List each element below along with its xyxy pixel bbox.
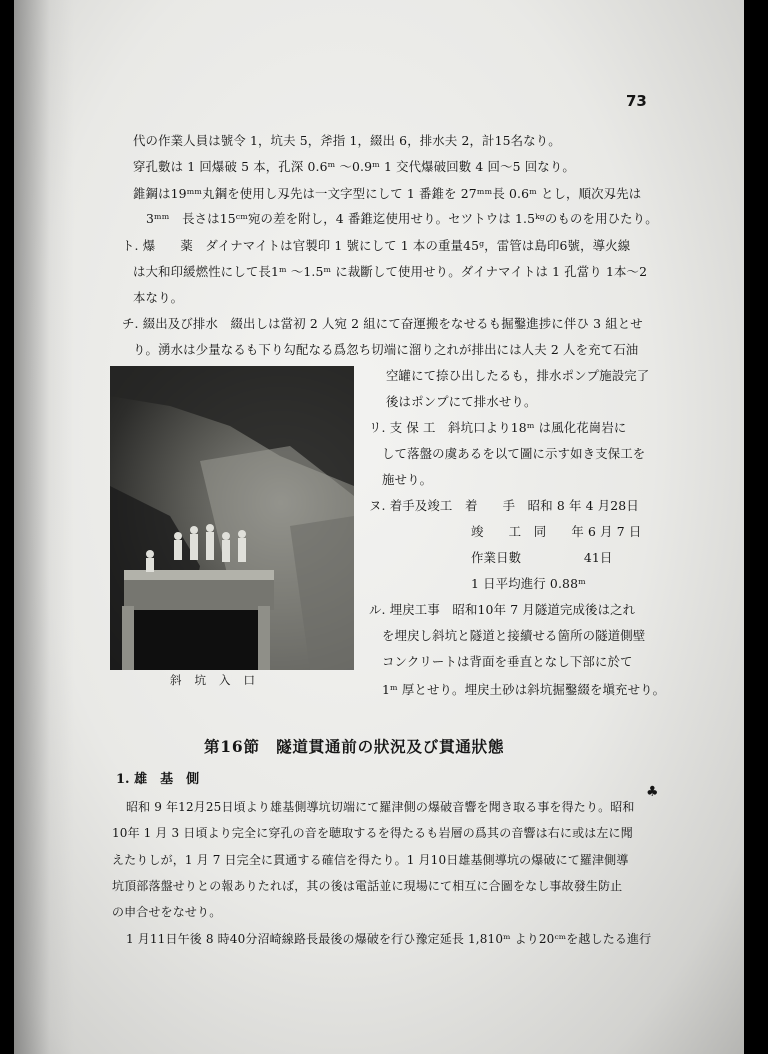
text-line: り。湧水は少量なるも下り勾配なる爲忽ち切端に溜り之れが排出には人夫 2 人を充て石油	[133, 342, 639, 357]
document-page	[14, 0, 744, 1054]
figure-caption: 斜坑入口	[170, 673, 268, 687]
text-line: 後はポンプにて排水せり。	[386, 394, 537, 409]
text-line: を埋戻し斜坑と隧道と接續せる箇所の隧道側壁	[382, 628, 646, 643]
text-line: ト. 爆 薬 ダイナマイトは官製印 1 號にして 1 本の重量45ᵍ，雷管は島印6號，導火線	[122, 238, 631, 253]
text-line: 錐鋼は19ᵐᵐ丸鋼を使用し刄先は一文字型にして 1 番錐を 27ᵐᵐ長 0.6ᵐ とし，順次刄先は	[133, 186, 642, 201]
text-line: 施せり。	[382, 472, 433, 487]
tunnel-entrance-photo	[110, 366, 354, 670]
text-line: 穿孔數は 1 回爆破 5 本，孔深 0.6ᵐ ～0.9ᵐ 1 交代爆破回數 4 回～5 回なり。	[133, 159, 575, 174]
text-line: 昭和 9 年12月25日頃より雄基側導坑切端にて羅津側の爆破音響を聞き取る事を得たり。昭和	[126, 800, 635, 814]
text-line: 空罐にて捺ひ出したるも，排水ポンプ施設完了	[386, 368, 650, 383]
text-line: 代の作業人員は號令 1，坑夫 5，斧指 1，綴出 6，排水夫 2，計15名なり。	[133, 133, 561, 148]
text-line: ヌ. 着手及竣工 着 手 昭和 8 年 4 月28日	[369, 498, 639, 513]
text-line: コンクリートは背面を垂直となし下部に於て	[382, 654, 633, 669]
section-heading: 第16節 隧道貫通前の狀況及び貫通狀態	[204, 737, 505, 756]
text-line: して落盤の虞あるを以て圖に示す如き支保工を	[382, 446, 646, 461]
text-line: 1 月11日午後 8 時40分沼崎線路長最後の爆破を行ひ豫定延長 1,810ᵐ より20ᶜᵐを越したる進行	[126, 932, 652, 946]
text-line: 3ᵐᵐ 長さは15ᶜᵐ宛の差を附し，4 番錐迄使用せり。セツトウは 1.5ᵏᵍのものを用ひたり。	[146, 211, 658, 226]
text-line: は大和印緩燃性にして長1ᵐ ～1.5ᵐ に裁斷して使用せり。ダイナマイトは 1 孔當り 1本～2	[133, 264, 648, 279]
page-edge-shadow	[14, 0, 74, 1054]
text-line: リ. 支 保 工 斜坑口より18ᵐ は風化花崗岩に	[369, 420, 627, 435]
subheading: 1. 雄 基 側	[116, 772, 200, 787]
text-line: ル. 埋戻工事 昭和10年 7 月隧道完成後は之れ	[369, 602, 636, 617]
text-line: 1ᵐ 厚とせり。埋戻土砂は斜坑掘鑿綴を塡充せり。	[382, 682, 666, 697]
text-line: 作業日數 41日	[471, 550, 613, 565]
text-line: チ. 綴出及び排水 綴出しは當初 2 人宛 2 組にて奋運搬をなせるも掘鑿進捗に伴ひ 3 組とせ	[122, 316, 643, 331]
text-line: 坑頂部落盤せりとの報ありたれば，其の後は電話並に現場にて相互に合圖をなし事故發生防止	[112, 879, 623, 893]
page-number: 73	[626, 92, 647, 110]
text-line: えたりしが，1 月 7 日完全に貫通する確信を得たり。1 月10日雄基側導坑の爆破にて羅津側導	[112, 853, 629, 867]
text-line: 本なり。	[133, 290, 184, 305]
text-line: 竣 工 同 年 6 月 7 日	[471, 524, 642, 539]
text-line: の申合せをなせり。	[112, 905, 222, 919]
tunnel-entrance-photo-image	[110, 366, 354, 670]
margin-mark-icon: ♣	[646, 784, 659, 800]
text-line: 1 日平均進行 0.88ᵐ	[471, 576, 586, 591]
text-line: 10年 1 月 3 日頃より完全に穿孔の音を聴取するを得たるも岩層の爲其の音響は右に或は左に聞	[112, 826, 633, 840]
